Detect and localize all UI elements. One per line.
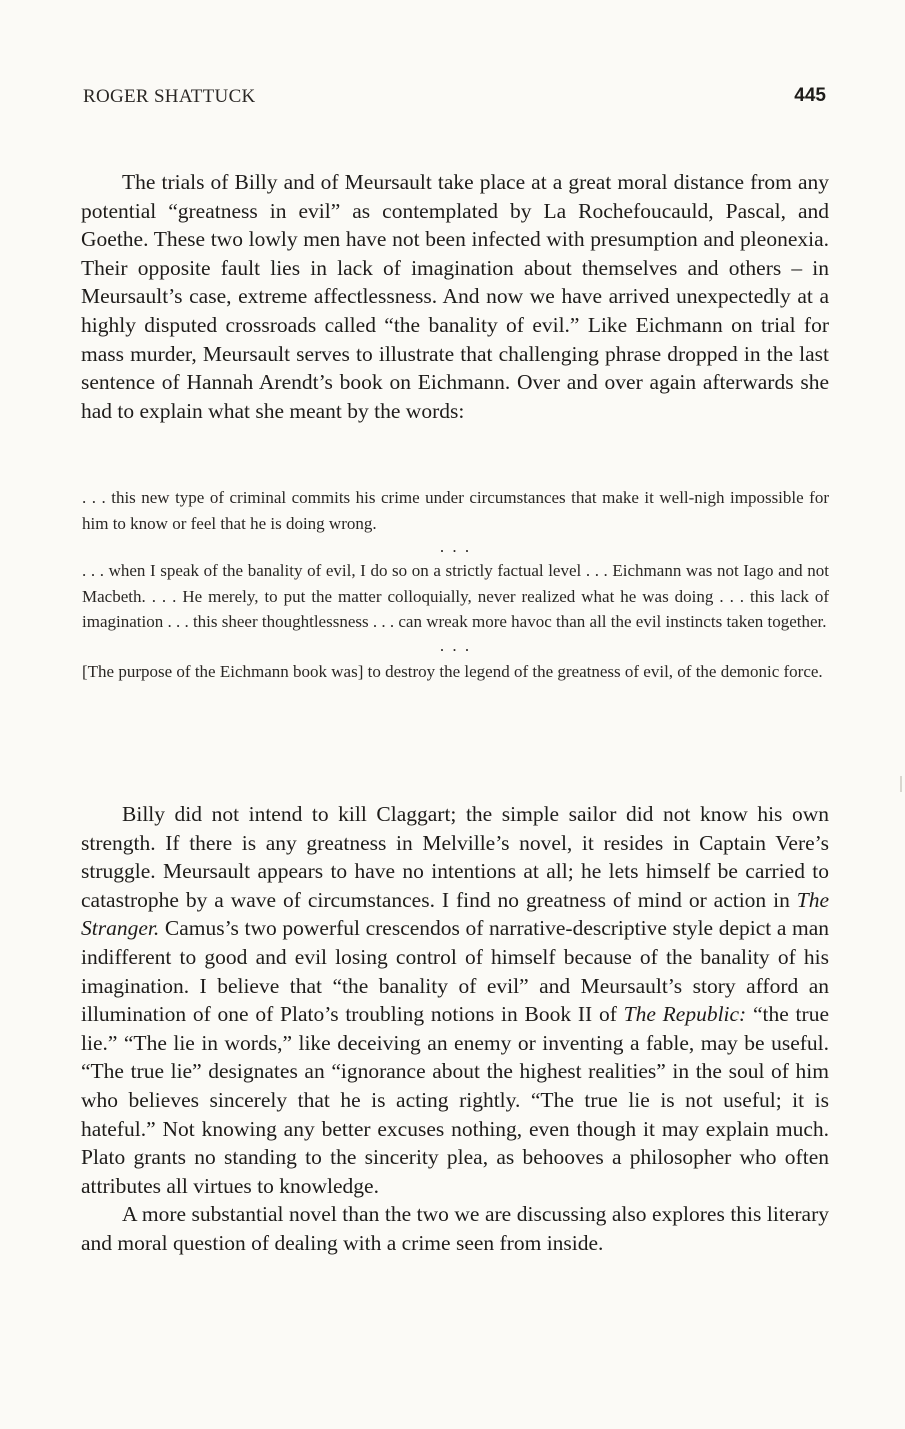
quote-2: . . . when I speak of the banality of evil, I do so on a strictly factual level . . . Eichmann was not Iago and not Macbeth. . . . He merely, to put the matter colloquially, never realized what he was doing . . . this lack of imagination . . . this sheer thoughtlessness . . . can wreak more havoc than all the evil instincts taken together. bbox=[82, 561, 829, 632]
paragraph-3: A more substantial novel than the two we are discussing also explores this literary and moral question of dealing with a crime seen from inside. bbox=[81, 1202, 829, 1255]
page-header bbox=[83, 86, 826, 116]
paragraph-1: The trials of Billy and of Meursault take place at a great moral distance from any potential “greatness in evil” as contemplated by La Rochefoucauld, Pascal, and Goethe. These two lowly men have not been infected with presumption and pleonexia. Their opposite fault lies in lack of imagination about themselves and others – in Meursault’s case, extreme affectlessness. And now we have arrived unexpectedly at a highly disputed crossroads called “the banality of evil.” Like Eichmann on trial for mass murder, Meursault serves to illustrate that challenging phrase dropped in the last sentence of Hannah Arendt’s book on Eichmann. Over and over again afterwards she had to explain what she meant by the words: bbox=[81, 170, 829, 423]
book-title-the-republic: The Republic: bbox=[623, 1002, 747, 1027]
page-edge-mark bbox=[900, 776, 902, 792]
paragraph-2-part-3: “the true lie.” “The lie in words,” like deceiving an enemy or inventing a fable, may be useful. “The true lie” designates an “ignorance about the highest realities” in the soul of him who believes sincerely that he is acting rightly. “The true lie is not useful; it is hateful.” Not knowing any better excuses nothing, even though it may explain much. Plato grants no standing to the sincerity plea, as behooves a philosopher who often attributes all virtues to knowledge. bbox=[81, 1002, 829, 1198]
quote-separator-1: . . . bbox=[439, 537, 472, 557]
quote-1: . . . this new type of criminal commits his crime under circumstances that make it well-nigh impossible for him to know or feel that he is doing wrong. bbox=[82, 488, 829, 533]
paragraph-2-part-2: Camus’s two powerful crescendos of narrative-descriptive style depict a man indifferent to good and evil losing control of himself because of the banality of his imagination. I believe that “the banality of evil” and Meursault’s story afford an illumination of one of Plato’s troubling notions in Book II of bbox=[81, 916, 829, 1027]
block-quotations bbox=[82, 485, 829, 685]
running-head: ROGER SHATTUCK bbox=[83, 86, 256, 107]
paragraph-2-part-1: Billy did not intend to kill Claggart; the simple sailor did not know his own strength. If there is any greatness in Melville’s novel, it resides in Captain Vere’s struggle. Meursault appears to have no intentions at all; he lets himself be carried to catastrophe by a wave of circumstances. I find no greatness of mind or action in bbox=[81, 802, 829, 912]
quote-separator-2: . . . bbox=[439, 635, 472, 655]
body-text-bottom bbox=[81, 800, 829, 1258]
book-title-the-stranger: The Stranger. bbox=[81, 887, 829, 941]
paragraph-2 bbox=[81, 800, 829, 1200]
quote-3: [The purpose of the Eichmann book was] to destroy the legend of the greatness of evil, of the demonic force. bbox=[82, 661, 823, 681]
body-text-top bbox=[81, 168, 829, 425]
page-number: 445 bbox=[794, 85, 826, 106]
